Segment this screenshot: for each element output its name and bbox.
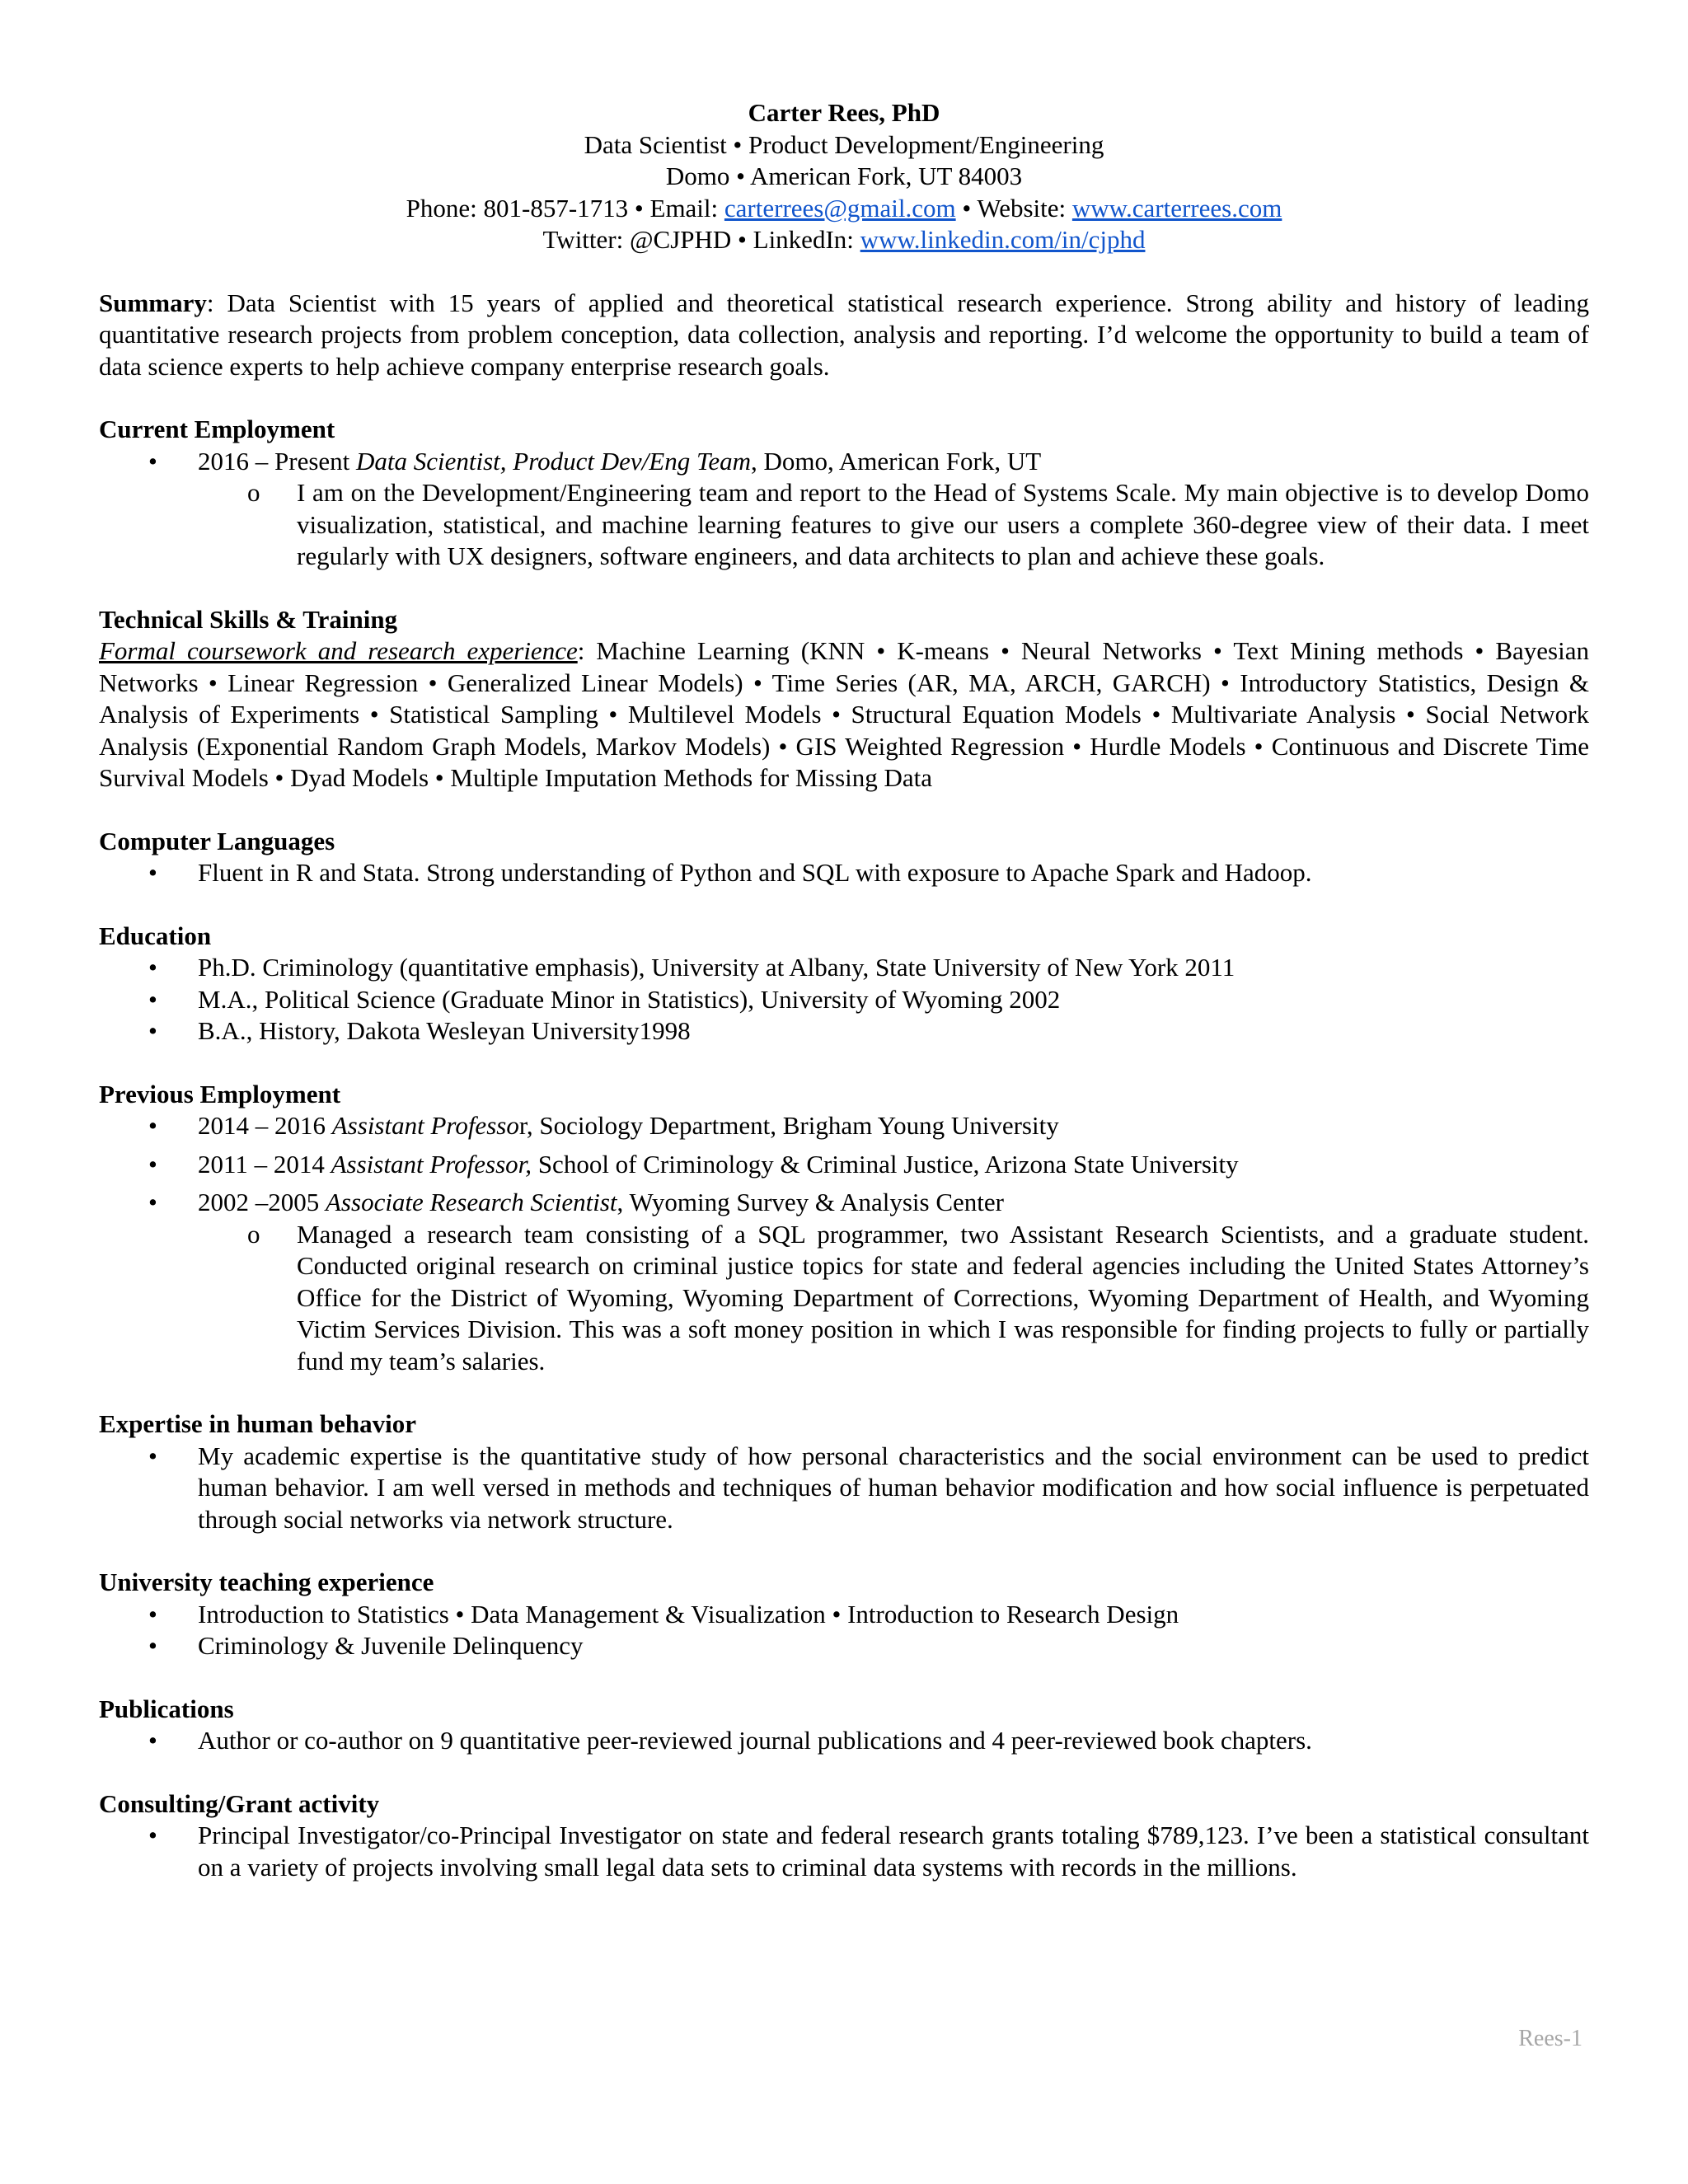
summary-text: : Data Scientist with 15 years of applied and theoretical statistical research experience. Strong ability and history of leading quantitative research projects from problem conception, data collection, analysis and reporting. I’d welcome the opportunity to build a team of data science experts to help achieve company enterprise research goals. xyxy=(99,288,1589,381)
job-role: Assistant Professor, xyxy=(331,1149,532,1179)
job-employer: , Wyoming Survey & Analysis Center xyxy=(617,1188,1004,1216)
section-title: Publications xyxy=(99,1694,234,1723)
social-line xyxy=(99,224,1589,256)
current-employment-section xyxy=(99,414,1589,573)
job-dates: 2011 – 2014 xyxy=(198,1149,331,1179)
job-dates: 2016 – Present xyxy=(198,446,357,476)
resume-header xyxy=(99,97,1589,256)
sub-list-item: o Managed a research team consisting of a SQL programmer, two Assistant Research Scientists, and a graduate student. Conducted original research on criminal justice topics for state and federal agencies including the United States Attorney’s Office for the District of Wyoming, Wyoming Department of Corrections, Wyoming Department of Health, and Wyoming Victim Services Division. This was a soft money position in which I was responsible for finding projects to fully or partially fund my team’s salaries. xyxy=(99,1219,1589,1378)
languages-list xyxy=(99,857,1589,889)
languages-section xyxy=(99,826,1589,889)
education-section xyxy=(99,921,1589,1047)
list-item: • Author or co-author on 9 quantitative peer-reviewed journal publications and 4 peer-reviewed book chapters. xyxy=(99,1725,1589,1757)
list-item xyxy=(99,1110,1589,1142)
previous-employment-detail-list xyxy=(99,1219,1589,1378)
expertise-section xyxy=(99,1408,1589,1535)
job-dates: 2002 –2005 xyxy=(198,1188,326,1216)
contact-line xyxy=(99,193,1589,225)
consulting-section xyxy=(99,1788,1589,1884)
summary-paragraph xyxy=(99,288,1589,383)
skills-section xyxy=(99,604,1589,794)
twitter-label: Twitter: @CJPHD • LinkedIn: xyxy=(542,225,860,254)
previous-employment-section xyxy=(99,1079,1589,1378)
page-number-label: Rees-1 xyxy=(1518,2026,1582,2051)
consulting-list xyxy=(99,1820,1589,1883)
list-item: • Fluent in R and Stata. Strong understanding of Python and SQL with exposure to Apache Spark and Hadoop. xyxy=(99,857,1589,889)
job-title-line: Data Scientist • Product Development/Engineering xyxy=(584,129,1104,159)
resume-page xyxy=(99,97,1589,1883)
section-title: University teaching experience xyxy=(99,1568,434,1596)
list-item xyxy=(99,446,1589,478)
list-item: • My academic expertise is the quantitative study of how personal characteristics and the social environment can be used to predict human behavior. I am well versed in methods and techniques of human behavior modification and how social influence is perpetuated through social networks via network structure. xyxy=(99,1441,1589,1536)
list-item: • Criminology & Juvenile Delinquency xyxy=(99,1630,1589,1662)
skills-intro: Formal coursework and research experience xyxy=(99,636,578,665)
candidate-name: Carter Rees, PhD xyxy=(748,98,940,127)
publications-section xyxy=(99,1694,1589,1757)
job-employer: r, Sociology Department, Brigham Young University xyxy=(518,1111,1059,1140)
publications-list xyxy=(99,1725,1589,1757)
list-item xyxy=(99,1187,1589,1219)
list-item: • B.A., History, Dakota Wesleyan University1998 xyxy=(99,1015,1589,1047)
job-employer: School of Criminology & Criminal Justice, Arizona State University xyxy=(532,1149,1239,1179)
section-title: Expertise in human behavior xyxy=(99,1409,416,1438)
website-label: • Website: xyxy=(955,193,1072,223)
previous-employment-list xyxy=(99,1110,1589,1219)
phone-label: Phone: 801-857-1713 • Email: xyxy=(406,193,724,223)
section-title: Computer Languages xyxy=(99,826,335,855)
current-employment-list xyxy=(99,446,1589,478)
list-item: • Introduction to Statistics • Data Management & Visualization • Introduction to Research Design xyxy=(99,1599,1589,1631)
section-title: Previous Employment xyxy=(99,1079,341,1108)
job-dates: 2014 – 2016 xyxy=(198,1111,332,1140)
teaching-list xyxy=(99,1599,1589,1662)
current-employment-detail-list xyxy=(99,477,1589,573)
section-title: Education xyxy=(99,921,212,950)
skills-paragraph xyxy=(99,635,1589,794)
list-item: • Principal Investigator/co-Principal Investigator on state and federal research grants totaling $789,123. I’ve been a statistical consultant on a variety of projects involving small legal data sets to criminal data systems with records in the millions. xyxy=(99,1820,1589,1883)
list-item: • Ph.D. Criminology (quantitative emphasis), University at Albany, State University of New York 2011 xyxy=(99,952,1589,984)
section-title: Consulting/Grant activity xyxy=(99,1788,380,1818)
email-link[interactable]: carterrees@gmail.com xyxy=(724,193,956,223)
teaching-section xyxy=(99,1567,1589,1662)
website-link[interactable]: www.carterrees.com xyxy=(1071,193,1282,223)
section-title: Technical Skills & Training xyxy=(99,604,398,634)
job-role: Assistant Professo xyxy=(331,1111,519,1140)
job-role: Data Scientist, Product Dev/Eng Team xyxy=(356,446,752,476)
education-list xyxy=(99,952,1589,1047)
job-employer: , Domo, American Fork, UT xyxy=(751,446,1042,476)
skills-text: : Machine Learning (KNN • K-means • Neural Networks • Text Mining methods • Bayesian Networks • Linear Regression • Generalized Linear Models) • Time Series (AR, MA, ARCH, GARCH) • Introductory Statistics, Design & Analysis of Experiments • Statistical Sampling • Multilevel Models • Structural Equation Models • Multivariate Analysis • Social Network Analysis (Exponential Random Graph Models, Markov Models) • GIS Weighted Regression • Hurdle Models • Continuous and Discrete Time Survival Models • Dyad Models • Multiple Imputation Methods for Missing Data xyxy=(99,636,1589,792)
sub-list-item: o I am on the Development/Engineering team and report to the Head of Systems Scale. My main objective is to develop Domo visualization, statistical, and machine learning features to give our users a complete 360-degree view of their data. I meet regularly with UX designers, software engineers, and data architects to plan and achieve these goals. xyxy=(99,477,1589,573)
summary-label: Summary xyxy=(99,288,207,317)
linkedin-link[interactable]: www.linkedin.com/in/cjphd xyxy=(860,225,1146,254)
expertise-list xyxy=(99,1441,1589,1536)
location-line: Domo • American Fork, UT 84003 xyxy=(665,162,1023,190)
job-role: Associate Research Scientist xyxy=(326,1188,617,1216)
list-item: • M.A., Political Science (Graduate Minor in Statistics), University of Wyoming 2002 xyxy=(99,984,1589,1016)
list-item xyxy=(99,1149,1589,1181)
section-title: Current Employment xyxy=(99,415,335,443)
